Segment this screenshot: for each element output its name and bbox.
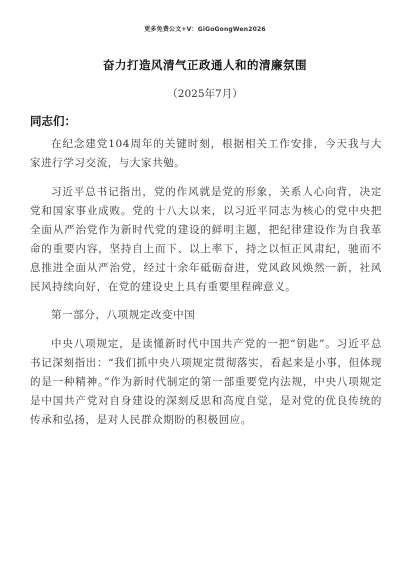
document-date: （2025年7月） <box>167 88 243 100</box>
section-heading: 第一部分，八项规定改变中国 <box>51 309 196 321</box>
paragraph-section-body: 中央八项规定，是读懂新时代中国共产党的一把“钥匙”。习近平总书记深刻指出：“我们抓中央八项规定贯彻落实，看起来是小事，但体现的是一种精神。”作为新时代制定的第一部重要党内法规，中央八项规定是中国共产党对自身建设的深刻反思和高度自觉，是对党的优良传统的传承和弘扬，是对人民群众期盼的积极回应。 <box>30 337 382 426</box>
header-note: 更多免费公文+V：GiGoGongWen2026 <box>144 26 266 33</box>
document-body <box>30 135 382 439</box>
paragraph-intro: 在纪念建党104周年的关键时刻，根据相关工作安排，今天我与大家进行学习交流，与大家共勉。 <box>30 138 382 169</box>
paragraph-main: 习近平总书记指出，党的作风就是党的形象，关系人心向背，决定党和国家事业成败。党的十八大以来，以习近平同志为核心的党中央把全面从严治党作为新时代党的建设的鲜明主题，把纪律建设作为自我革命的重要内容，坚持自上而下、以上率下，持之以恒正风肃纪，驰而不息推进全面从严治党，经过十余年砥砺奋进，党风政风焕然一新，社风民风持续向好，在党的建设史上具有重要里程碑意义。 <box>30 185 382 293</box>
document-title: 奋力打造风清气正政通人和的清廉氛围 <box>103 58 307 72</box>
salutation: 同志们： <box>30 114 76 128</box>
